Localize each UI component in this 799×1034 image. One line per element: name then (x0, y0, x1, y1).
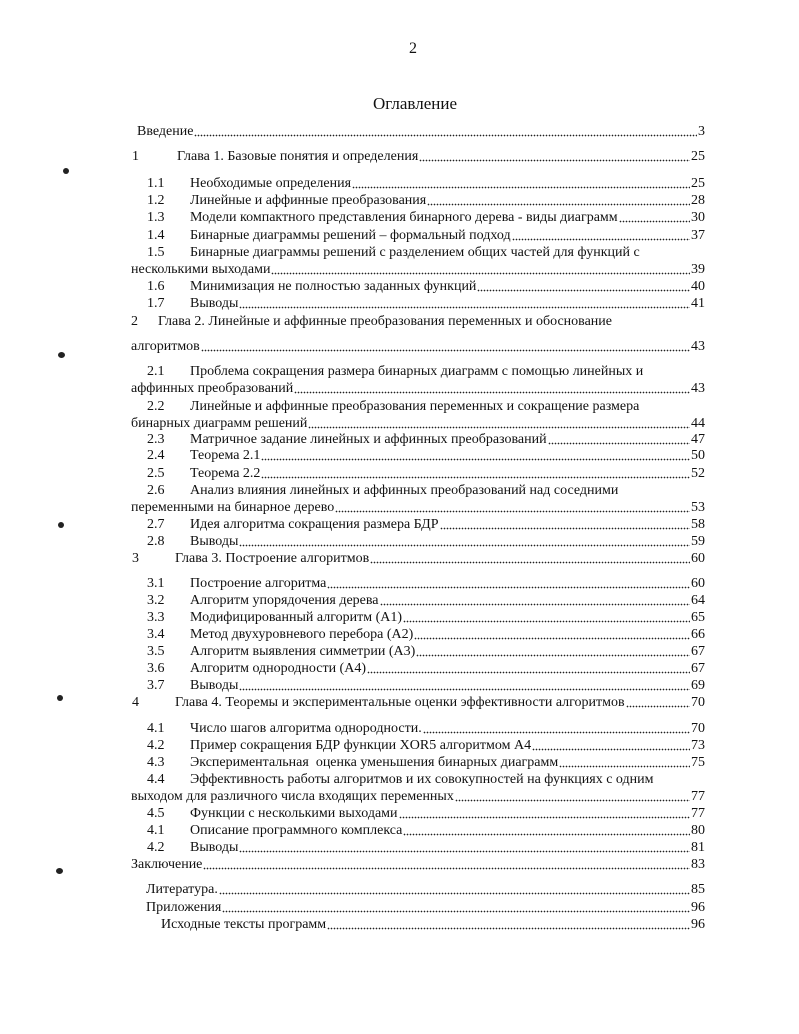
entry-number: 2.4 (147, 448, 165, 463)
entry-title: Бинарные диаграммы решений с разделением общих частей для функций с (190, 245, 640, 260)
toc-entry-2-6[interactable] (147, 483, 705, 499)
entry-page: 41 (691, 296, 705, 311)
entry-number: 4 (132, 695, 139, 710)
dot-leader (308, 426, 690, 429)
dot-leader (261, 458, 690, 461)
entry-title: Бинарные диаграммы решений – формальный подход (190, 228, 511, 243)
entry-number: 3 (132, 551, 139, 566)
entry-number: 2.8 (147, 534, 165, 549)
toc-entry-2-4[interactable] (147, 448, 705, 464)
entry-page: 25 (691, 149, 705, 164)
entry-number: 2.1 (147, 364, 165, 379)
dot-leader (427, 203, 690, 206)
entry-title: Функции с несколькими выходами (190, 806, 398, 821)
dot-leader (271, 272, 690, 275)
entry-title: Введение (137, 124, 194, 139)
entry-page: 58 (691, 517, 705, 532)
entry-number: 1.2 (147, 193, 165, 208)
dot-leader (239, 850, 690, 853)
dot-leader (335, 510, 690, 513)
toc-entry-3-7[interactable] (147, 678, 705, 694)
entry-title: Необходимые определения (190, 176, 352, 191)
entry-page: 43 (691, 381, 705, 396)
toc-entry-4-4-cont[interactable] (131, 789, 705, 805)
entry-title: Глава 2. Линейные и аффинные преобразования переменных и обоснование (158, 314, 612, 329)
dot-leader (403, 833, 690, 836)
entry-title: Описание программного комплекса (190, 823, 403, 838)
toc-entry-1-5[interactable] (147, 245, 705, 261)
entry-number: 1.7 (147, 296, 165, 311)
entry-page: 96 (691, 900, 705, 915)
entry-number: 3.5 (147, 644, 165, 659)
toc-entry-1-3[interactable] (147, 210, 705, 226)
toc-entry-2-2[interactable] (147, 399, 705, 415)
entry-title: Число шагов алгоритма однородности. (190, 721, 422, 736)
entry-title: Теорема 2.1 (190, 448, 261, 463)
toc-entry-3-1[interactable] (147, 576, 705, 592)
entry-page: 40 (691, 279, 705, 294)
entry-title: Приложения (146, 900, 222, 915)
dot-leader (440, 527, 690, 530)
entry-title: Идея алгоритма сокращения размера БДР (190, 517, 439, 532)
entry-title: Выводы (190, 296, 239, 311)
entry-number: 2.3 (147, 432, 165, 447)
entry-number: 3.7 (147, 678, 165, 693)
entry-number: 3.3 (147, 610, 165, 625)
dot-leader (532, 748, 690, 751)
entry-page: 37 (691, 228, 705, 243)
toc-entry-2-7[interactable] (147, 517, 705, 533)
scan-mark (56, 868, 63, 874)
entry-page: 66 (691, 627, 705, 642)
entry-page: 70 (691, 695, 705, 710)
dot-leader (367, 671, 690, 674)
dot-leader (294, 391, 690, 394)
entry-title: Минимизация не полностью заданных функций (190, 279, 477, 294)
entry-title: Теорема 2.2 (190, 466, 261, 481)
toc-entry-4-2[interactable] (147, 738, 705, 754)
scan-mark (63, 168, 69, 174)
toc-entry-4-3[interactable] (147, 755, 705, 771)
dot-leader (239, 544, 690, 547)
entry-title: Выводы (190, 678, 239, 693)
entry-page: 28 (691, 193, 705, 208)
entry-title: Модифицированный алгоритм (А1) (190, 610, 403, 625)
page-number: 2 (409, 40, 417, 57)
dot-leader (370, 561, 690, 564)
entry-number: 3.2 (147, 593, 165, 608)
dot-leader (194, 134, 697, 137)
scan-mark (57, 695, 63, 701)
toc-entry-1-7[interactable] (147, 296, 705, 312)
dot-leader (222, 910, 690, 913)
entry-title: Выводы (190, 840, 239, 855)
entry-title: Метод двухуровневого перебора (А2) (190, 627, 414, 642)
dot-leader (548, 442, 690, 445)
entry-page: 64 (691, 593, 705, 608)
entry-page: 69 (691, 678, 705, 693)
toc-entry-3-6[interactable] (147, 661, 705, 677)
entry-number: 2.2 (147, 399, 165, 414)
toc-entry-chapter-2-cont[interactable] (131, 339, 705, 355)
toc-entry-1-1[interactable] (147, 176, 705, 192)
dot-leader (239, 688, 690, 691)
entry-number: 4.4 (147, 772, 165, 787)
dot-leader (261, 476, 690, 479)
entry-number: 4.3 (147, 755, 165, 770)
entry-title-continuation: переменными на бинарное дерево (131, 500, 335, 515)
entry-page: 47 (691, 432, 705, 447)
toc-entry-sources[interactable] (161, 917, 705, 933)
entry-title: Проблема сокращения размера бинарных диаграмм с помощью линейных и (190, 364, 644, 379)
toc-entry-2-1[interactable] (147, 364, 705, 380)
entry-page: 77 (691, 789, 705, 804)
entry-number: 1.1 (147, 176, 165, 191)
entry-title: Алгоритм однородности (А4) (190, 661, 366, 676)
entry-number: 2 (131, 314, 138, 329)
entry-title: Литература. (146, 882, 218, 897)
toc-entry-4-1b[interactable] (147, 823, 705, 839)
entry-page: 43 (691, 339, 705, 354)
entry-number: 2.6 (147, 483, 165, 498)
entry-page: 30 (691, 210, 705, 225)
entry-page: 70 (691, 721, 705, 736)
entry-number: 1 (132, 149, 139, 164)
entry-page: 3 (698, 124, 705, 139)
toc-entry-3-5[interactable] (147, 644, 705, 660)
toc-entry-chapter-4[interactable] (132, 695, 705, 711)
toc-entry-intro[interactable] (137, 124, 705, 140)
entry-page: 73 (691, 738, 705, 753)
toc-entry-2-3[interactable] (147, 432, 705, 448)
entry-page: 65 (691, 610, 705, 625)
dot-leader (380, 603, 690, 606)
entry-page: 77 (691, 806, 705, 821)
entry-title: Исходные тексты программ (161, 917, 327, 932)
toc-entry-2-6-cont[interactable] (131, 500, 705, 516)
entry-page: 67 (691, 644, 705, 659)
entry-page: 67 (691, 661, 705, 676)
toc-entry-1-2[interactable] (147, 193, 705, 209)
dot-leader (219, 892, 690, 895)
entry-page: 81 (691, 840, 705, 855)
entry-title: Экспериментальная оценка уменьшения бинарных диаграмм (190, 755, 559, 770)
dot-leader (414, 637, 690, 640)
dot-leader (477, 289, 690, 292)
entry-page: 96 (691, 917, 705, 932)
entry-number: 4.2 (147, 840, 165, 855)
scan-mark (58, 522, 64, 528)
entry-number: 3.1 (147, 576, 165, 591)
entry-number: 4.1 (147, 823, 165, 838)
dot-leader (416, 654, 690, 657)
toc-entry-2-1-cont[interactable] (131, 381, 705, 397)
toc-entry-1-5-cont[interactable] (131, 262, 705, 278)
entry-number: 1.6 (147, 279, 165, 294)
entry-title-continuation: несколькими выходами (131, 262, 271, 277)
dot-leader (327, 586, 690, 589)
toc-entry-4-4[interactable] (147, 772, 705, 788)
entry-page: 60 (691, 576, 705, 591)
entry-page: 80 (691, 823, 705, 838)
entry-title: Линейные и аффинные преобразования переменных и сокращение размера (190, 399, 640, 414)
entry-number: 2.7 (147, 517, 165, 532)
entry-page: 60 (691, 551, 705, 566)
dot-leader (559, 765, 690, 768)
entry-title: Выводы (190, 534, 239, 549)
page-title: Оглавление (373, 94, 457, 113)
entry-title: Построение алгоритма (190, 576, 327, 591)
dot-leader (626, 705, 690, 708)
entry-page: 39 (691, 262, 705, 277)
toc-entry-3-3[interactable] (147, 610, 705, 626)
scan-mark (58, 352, 65, 358)
entry-title: Пример сокращения БДР функции XOR5 алгоритмом А4 (190, 738, 532, 753)
dot-leader (512, 238, 690, 241)
toc-entry-3-2[interactable] (147, 593, 705, 609)
toc-entry-appendix[interactable] (146, 900, 705, 916)
entry-title: Алгоритм упорядочения дерева (190, 593, 379, 608)
entry-title: Алгоритм выявления симметрии (А3) (190, 644, 416, 659)
entry-page: 53 (691, 500, 705, 515)
entry-title-continuation: алгоритмов (131, 339, 200, 354)
dot-leader (455, 799, 690, 802)
entry-title: Заключение (131, 857, 203, 872)
entry-page: 50 (691, 448, 705, 463)
dot-leader (399, 816, 690, 819)
entry-number: 4.1 (147, 721, 165, 736)
entry-number: 3.4 (147, 627, 165, 642)
toc-entry-2-5[interactable] (147, 466, 705, 482)
toc-entry-4-5[interactable] (147, 806, 705, 822)
toc-entry-2-2-cont[interactable] (131, 416, 705, 432)
toc-entry-4-2b[interactable] (147, 840, 705, 856)
entry-title: Модели компактного представления бинарного дерева - виды диаграмм (190, 210, 618, 225)
entry-number: 4.2 (147, 738, 165, 753)
toc-entry-chapter-2[interactable] (131, 314, 705, 330)
dot-leader (327, 927, 690, 930)
entry-title-continuation: бинарных диаграмм решений (131, 416, 308, 431)
toc-entry-conclusion[interactable] (131, 857, 705, 873)
entry-number: 4.5 (147, 806, 165, 821)
toc-entry-literature[interactable] (146, 882, 705, 898)
dot-leader (352, 186, 690, 189)
entry-page: 83 (691, 857, 705, 872)
toc-entry-1-6[interactable] (147, 279, 705, 295)
entry-page: 44 (691, 416, 705, 431)
entry-number: 1.4 (147, 228, 165, 243)
entry-page: 25 (691, 176, 705, 191)
dot-leader (201, 349, 690, 352)
dot-leader (419, 159, 690, 162)
toc-entry-chapter-3[interactable] (132, 551, 705, 567)
dot-leader (403, 620, 690, 623)
entry-title: Эффективность работы алгоритмов и их совокупностей на функциях с одним (190, 772, 654, 787)
dot-leader (239, 306, 690, 309)
dot-leader (203, 867, 690, 870)
entry-title-continuation: выходом для различного числа входящих переменных (131, 789, 454, 804)
toc-entry-2-8[interactable] (147, 534, 705, 550)
dot-leader (423, 731, 690, 734)
entry-number: 3.6 (147, 661, 165, 676)
entry-page: 59 (691, 534, 705, 549)
entry-number: 1.3 (147, 210, 165, 225)
toc-entry-3-4[interactable] (147, 627, 705, 643)
entry-number: 1.5 (147, 245, 165, 260)
entry-title-continuation: аффинных преобразований (131, 381, 294, 396)
entry-page: 85 (691, 882, 705, 897)
dot-leader (619, 220, 690, 223)
entry-title: Глава 4. Теоремы и экспериментальные оценки эффективности алгоритмов (175, 695, 625, 710)
entry-number: 2.5 (147, 466, 165, 481)
toc-entry-chapter-1[interactable] (132, 149, 705, 165)
entry-title: Анализ влияния линейных и аффинных преобразований над соседними (190, 483, 619, 498)
entry-title: Глава 1. Базовые понятия и определения (177, 149, 419, 164)
entry-page: 75 (691, 755, 705, 770)
toc-entry-4-1[interactable] (147, 721, 705, 737)
entry-page: 52 (691, 466, 705, 481)
entry-title: Линейные и аффинные преобразования (190, 193, 427, 208)
entry-title: Глава 3. Построение алгоритмов (175, 551, 370, 566)
toc-entry-1-4[interactable] (147, 228, 705, 244)
entry-title: Матричное задание линейных и аффинных преобразований (190, 432, 547, 447)
